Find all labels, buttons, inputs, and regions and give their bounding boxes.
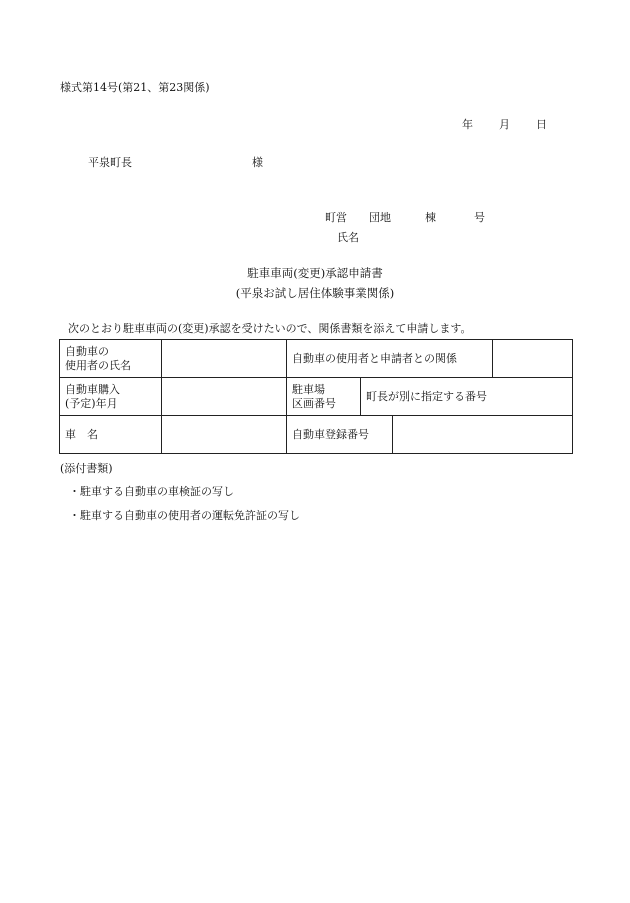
relationship-field[interactable]	[493, 340, 573, 378]
address-town: 町営	[325, 211, 347, 224]
date-year: 年	[462, 118, 473, 131]
purchase-date-label: 自動車購入 (予定)年月	[60, 378, 162, 416]
table-row	[60, 340, 573, 378]
attachment-item: ・駐車する自動車の使用者の運転免許証の写し	[69, 509, 300, 522]
document-title: 駐車車両(変更)承認申請書	[247, 266, 383, 280]
document-subtitle: (平泉お試し居住体験事業関係)	[235, 286, 395, 300]
parking-number-label: 駐車場 区画番号	[287, 378, 361, 416]
table-row	[60, 416, 573, 454]
car-name-field[interactable]	[162, 416, 287, 454]
table-row	[60, 378, 573, 416]
attachment-item: ・駐車する自動車の車検証の写し	[69, 485, 234, 498]
registration-number-field[interactable]	[393, 416, 573, 454]
car-name-label: 車 名	[60, 416, 162, 454]
relationship-label: 自動車の使用者と申請者との関係	[287, 340, 493, 378]
purchase-date-field[interactable]	[162, 378, 287, 416]
address-complex: 団地	[369, 211, 391, 224]
intro-text: 次のとおり駐車車両の(変更)承認を受けたいので、関係書類を添えて申請します。	[68, 322, 472, 335]
address-building: 棟	[425, 211, 436, 224]
date-line	[462, 118, 547, 132]
owner-name-label: 自動車の 使用者の氏名	[60, 340, 162, 378]
owner-name-field[interactable]	[162, 340, 287, 378]
registration-number-label: 自動車登録番号	[287, 416, 393, 454]
addressee	[88, 156, 263, 170]
parking-number-value: 町長が別に指定する番号	[361, 378, 573, 416]
attachments-title: (添付書類)	[60, 462, 113, 475]
addressee-honorific: 様	[252, 156, 263, 169]
applicant-name-label: 氏名	[337, 231, 359, 244]
form-number: 様式第14号(第21、第23関係)	[60, 81, 210, 94]
addressee-name: 平泉町長	[88, 156, 132, 169]
date-month: 月	[499, 118, 510, 131]
applicant-address	[325, 211, 485, 225]
address-number: 号	[474, 211, 485, 224]
application-table	[59, 339, 573, 454]
date-day: 日	[536, 118, 547, 131]
